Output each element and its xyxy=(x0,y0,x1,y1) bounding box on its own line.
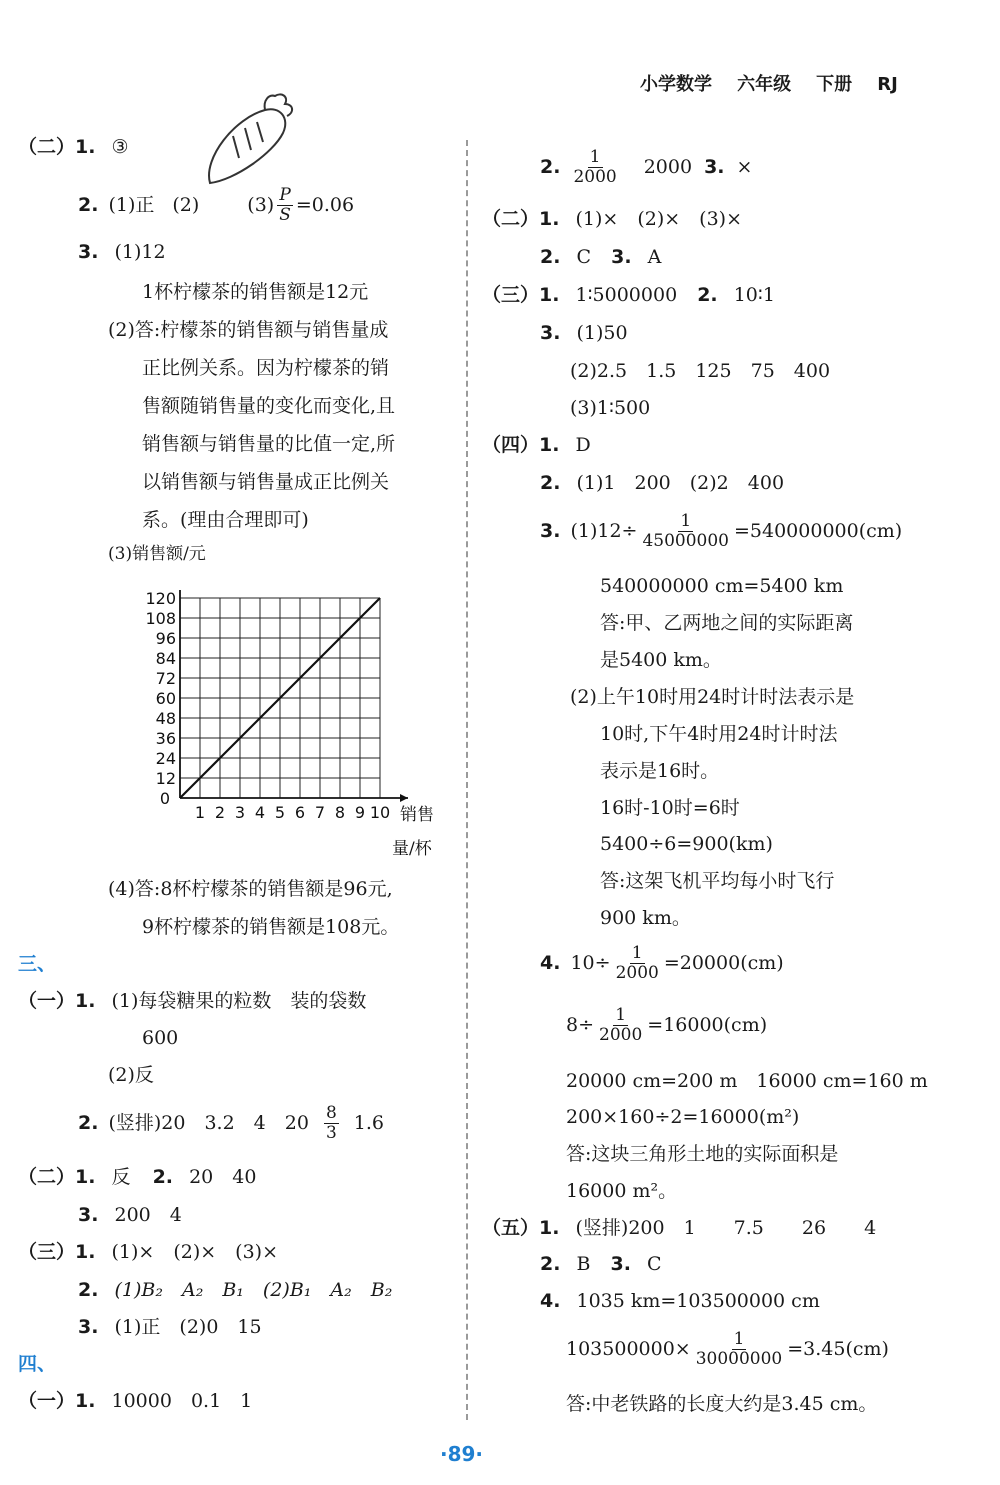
answer-text: 1.6 xyxy=(353,1112,384,1135)
y-tick-label: 24 xyxy=(155,749,176,768)
answer-text: 10∶1 xyxy=(733,284,775,306)
item-label: 2. xyxy=(78,194,99,217)
answer-line: 是5400 km。 xyxy=(600,649,722,671)
item-label: 4. xyxy=(540,1290,561,1312)
answer-text: =3.45(cm) xyxy=(787,1338,889,1361)
item-label: （三）1. xyxy=(18,1241,96,1263)
item-label: （一）1. xyxy=(18,990,96,1012)
answer-line: 200×160÷2=16000(m²) xyxy=(566,1106,800,1128)
x-tick-label: 9 xyxy=(354,803,366,822)
chart-ylabel: (3)销售额/元 xyxy=(108,544,206,564)
answer-line: (2)上午10时用24时计时法表示是 xyxy=(570,686,855,708)
item-label: 3. xyxy=(78,1316,99,1338)
answer-text: 10000 0.1 1 xyxy=(111,1390,253,1412)
y-tick-label: 120 xyxy=(145,589,176,608)
fraction: $\frac{8}{3}$ xyxy=(325,1103,337,1144)
item-label: （二）1. xyxy=(18,1166,96,1188)
right-wu-4 xyxy=(540,1292,820,1311)
answer-text: C xyxy=(647,1253,662,1275)
answer-text: (1)1 200 (2)2 400 xyxy=(576,472,785,494)
y-tick-label: 72 xyxy=(155,669,176,688)
answer-line: 600 xyxy=(142,1027,179,1049)
right-wu-4b xyxy=(566,1330,889,1369)
item-label: 3. xyxy=(78,1204,99,1226)
x-tick-label: 2 xyxy=(214,803,226,822)
y-tick-label: 36 xyxy=(155,729,176,748)
item-label: 2. xyxy=(540,472,561,494)
answer-text: C xyxy=(576,246,592,268)
answer-text: (竖排)200 1 7.5 26 4 xyxy=(575,1217,877,1239)
answer-text: 103500000× xyxy=(566,1338,691,1361)
answer-line: 10时,下午4时用24时计时法 xyxy=(600,723,838,745)
answer-text: 20 40 xyxy=(189,1166,257,1188)
x-tick-label: 3 xyxy=(234,803,246,822)
answer-text: 8÷ xyxy=(566,1014,595,1037)
answer-text: (3) xyxy=(247,194,275,217)
answer-text: (1)B₂ A₂ B₁ (2)B₁ A₂ B₂ xyxy=(114,1279,393,1301)
answer-text: 2000 xyxy=(643,156,693,179)
x-axis-arrow xyxy=(400,794,408,802)
answer-text: 200 4 xyxy=(114,1204,182,1226)
answer-text: =0.06 xyxy=(295,194,355,217)
right-2 xyxy=(540,148,752,187)
item-label: 2. xyxy=(152,1166,174,1188)
right-si-4b xyxy=(566,1006,767,1045)
answer-line: 销售额与销售量的比值一定,所 xyxy=(142,433,396,455)
item-label: 3. xyxy=(540,520,561,543)
left-s3-er xyxy=(18,1168,256,1187)
fraction: $\frac{1}{2000}$ xyxy=(615,943,659,984)
answer-line: 系。(理由合理即可) xyxy=(142,509,309,531)
left-s3-san2 xyxy=(78,1281,392,1300)
item-label: （三）1. xyxy=(482,284,560,306)
y-tick-label: 48 xyxy=(155,709,176,728)
x-tick-label: 5 xyxy=(274,803,286,822)
answer-line: 16000 m²。 xyxy=(566,1180,678,1202)
answer-line: 答:甲、乙两地之间的实际距离 xyxy=(600,612,854,634)
answer-text: =540000000(cm) xyxy=(734,520,903,543)
item-label: （一）1. xyxy=(18,1390,96,1412)
right-si-3 xyxy=(540,512,902,551)
right-wu-2 xyxy=(540,1255,662,1274)
answer-line: 以销售额与销售量成正比例关 xyxy=(142,471,390,493)
left-er-1 xyxy=(18,138,129,157)
answer-line: (2)2.5 1.5 125 75 400 xyxy=(570,360,831,382)
left-er-2 xyxy=(78,186,354,225)
answer-line: 5400÷6=900(km) xyxy=(600,833,773,855)
left-s4-1 xyxy=(18,1392,252,1411)
left-s3-2 xyxy=(78,1104,384,1143)
answer-text: 10÷ xyxy=(570,952,611,975)
right-si-1 xyxy=(482,436,591,455)
answer-line: 答:中老铁路的长度大约是3.45 cm。 xyxy=(566,1393,878,1415)
item-label: 3. xyxy=(611,246,632,268)
answer-line: 9杯柠檬茶的销售额是108元。 xyxy=(142,916,400,938)
answer-text: =20000(cm) xyxy=(663,952,784,975)
answer-line: (3)1∶500 xyxy=(570,397,651,419)
right-er-1 xyxy=(482,210,742,229)
answer-text: (1)50 xyxy=(576,322,628,344)
answer-text: 1035 km=103500000 cm xyxy=(576,1290,820,1312)
right-si-2 xyxy=(540,474,784,493)
answer-text: A xyxy=(647,246,662,268)
item-label: （四）1. xyxy=(482,434,560,456)
carrot-icon xyxy=(195,88,305,198)
answer-line: 16时-10时=6时 xyxy=(600,797,740,819)
answer-text: (1)12÷ xyxy=(570,520,638,543)
item-label: 3. xyxy=(610,1253,631,1275)
section-four-title: 四、 xyxy=(18,1353,57,1375)
answer-text: ③ xyxy=(111,136,129,158)
x-tick-label: 1 xyxy=(194,803,206,822)
left-s3-san3 xyxy=(78,1318,262,1337)
page-number: ·89· xyxy=(440,1442,484,1466)
item-label: 3. xyxy=(540,322,561,344)
left-s3-1 xyxy=(18,992,366,1011)
answer-text: (竖排)20 3.2 4 20 xyxy=(108,1112,309,1135)
origin-label: 0 xyxy=(159,789,170,808)
y-tick-label: 84 xyxy=(155,649,176,668)
answer-line: 1杯柠檬茶的销售额是12元 xyxy=(142,281,369,303)
item-label: 2. xyxy=(78,1112,99,1135)
answer-text: B xyxy=(576,1253,591,1275)
answer-line: 答:这架飞机平均每小时飞行 xyxy=(600,870,835,892)
column-divider xyxy=(466,140,468,1420)
header xyxy=(640,76,898,94)
item-label: 3. xyxy=(78,241,99,263)
answer-text: (1)12 xyxy=(114,241,166,263)
answer-line: 540000000 cm=5400 km xyxy=(600,575,844,597)
header-edition: RJ xyxy=(877,74,898,95)
x-tick-label: 7 xyxy=(314,803,326,822)
answer-line: 20000 cm=200 m 16000 cm=160 m xyxy=(566,1070,928,1092)
right-er-2 xyxy=(540,248,661,267)
header-grade: 六年级 xyxy=(737,74,792,95)
answer-line: (2)答:柠檬茶的销售额与销售量成 xyxy=(108,319,389,341)
answer-text: (1)× (2)× (3)× xyxy=(575,208,743,230)
answer-text: (2) xyxy=(172,194,200,217)
answer-text: 反 xyxy=(111,1166,131,1188)
header-volume: 下册 xyxy=(816,74,853,95)
item-label: 3. xyxy=(704,156,725,179)
item-label: 2. xyxy=(540,156,561,179)
left-s3-san1 xyxy=(18,1243,278,1262)
fraction: $\frac{1}{30000000}$ xyxy=(695,1329,783,1370)
x-axis-label: 量/杯 xyxy=(392,839,432,859)
answer-text: 1∶5000000 xyxy=(575,284,678,306)
sales-chart xyxy=(120,580,450,860)
section-three-title: 三、 xyxy=(18,953,57,975)
answer-line: (2)反 xyxy=(108,1064,154,1086)
right-san-3 xyxy=(540,324,628,343)
left-er-3 xyxy=(78,243,166,262)
right-si-4 xyxy=(540,944,784,983)
answer-line: (4)答:8杯柠檬茶的销售额是96元, xyxy=(108,878,393,900)
item-label: 2. xyxy=(540,246,561,268)
fraction: $\frac{1}{2000}$ xyxy=(599,1005,643,1046)
y-tick-label: 108 xyxy=(145,609,176,628)
answer-line: 表示是16时。 xyxy=(600,760,720,782)
answer-line: 900 km。 xyxy=(600,907,691,929)
right-san-1 xyxy=(482,286,775,305)
item-label: （二）1. xyxy=(482,208,560,230)
y-tick-label: 96 xyxy=(155,629,176,648)
answer-text: (1)× (2)× (3)× xyxy=(111,1241,279,1263)
item-label: （五）1. xyxy=(482,1217,560,1239)
header-subject: 小学数学 xyxy=(640,74,712,95)
answer-line: 答:这块三角形土地的实际面积是 xyxy=(566,1143,839,1165)
answer-text: D xyxy=(575,434,591,456)
fraction: $\frac{1}{2000}$ xyxy=(573,147,617,188)
x-tick-label: 10 xyxy=(369,803,391,822)
x-axis-label: 销售 xyxy=(400,805,434,825)
answer-text: (1)每袋糖果的粒数 装的袋数 xyxy=(111,990,367,1012)
answer-text: =16000(cm) xyxy=(647,1014,768,1037)
y-tick-label: 60 xyxy=(155,689,176,708)
answer-text: (1)正 xyxy=(108,194,155,217)
fraction: $\frac{P}{S}$ xyxy=(279,185,291,226)
right-wu-1 xyxy=(482,1219,876,1238)
answer-line: 正比例关系。因为柠檬茶的销 xyxy=(142,357,390,379)
x-tick-label: 8 xyxy=(334,803,346,822)
answer-text: × xyxy=(736,156,753,179)
x-tick-label: 6 xyxy=(294,803,306,822)
left-s3-er3 xyxy=(78,1206,182,1225)
item-label: （二）1. xyxy=(18,136,96,158)
answer-line: 售额随销售量的变化而变化,且 xyxy=(142,395,396,417)
fraction: $\frac{1}{45000000}$ xyxy=(642,511,729,552)
item-label: 2. xyxy=(697,284,718,306)
item-label: 2. xyxy=(78,1279,99,1301)
item-label: 4. xyxy=(540,952,561,975)
x-tick-label: 4 xyxy=(254,803,266,822)
answer-text: (1)正 (2)0 15 xyxy=(114,1316,262,1338)
y-tick-label: 12 xyxy=(155,769,176,788)
item-label: 2. xyxy=(540,1253,561,1275)
